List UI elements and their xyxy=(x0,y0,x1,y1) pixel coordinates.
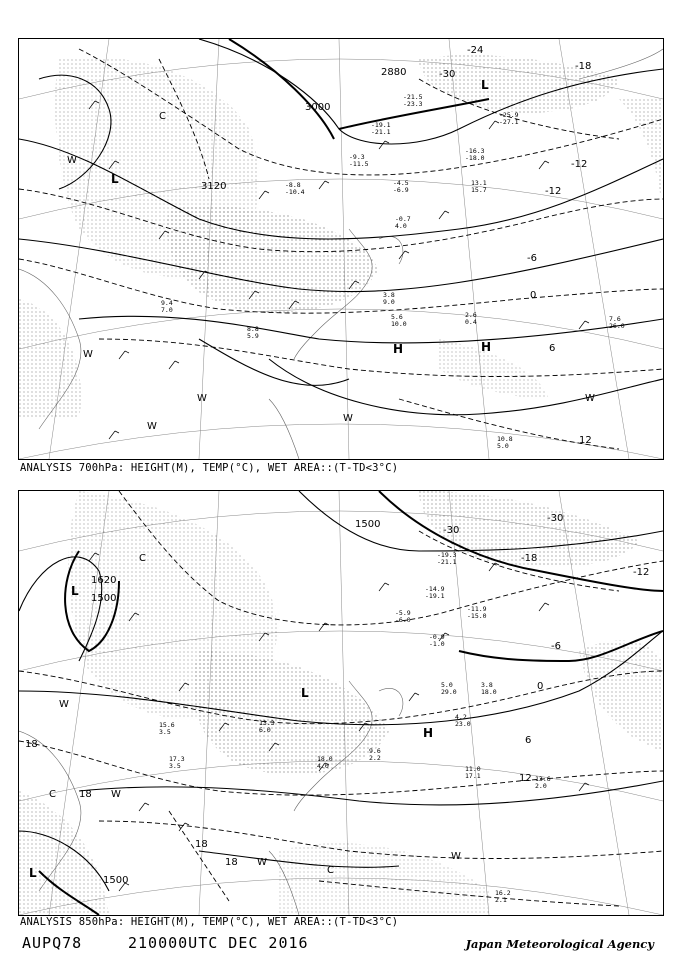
station-dewpoint: -27.1 xyxy=(499,118,519,126)
station-temp: 3.8 xyxy=(481,681,493,689)
warm-mark: W xyxy=(147,421,157,432)
station-temp: 15.6 xyxy=(159,721,175,729)
wet-area xyxy=(167,207,379,313)
station-temp: 16.2 xyxy=(495,889,511,897)
warm-mark: W xyxy=(111,789,121,800)
high-center: H xyxy=(481,340,492,354)
agency-credit: Japan Meteorological Agency xyxy=(465,937,654,951)
warm-mark: W xyxy=(197,393,207,404)
height-label: 2880 xyxy=(381,67,407,78)
station-dewpoint: 3.5 xyxy=(169,762,181,770)
station-temp: -16.3 xyxy=(465,147,485,155)
valid-time: 210000UTC DEC 2016 xyxy=(128,934,309,952)
high-center: H xyxy=(423,726,434,740)
warm-mark: W xyxy=(451,851,461,862)
station-dewpoint: 15.7 xyxy=(471,186,487,194)
map-700hpa xyxy=(19,39,663,459)
station-dewpoint: -6.9 xyxy=(393,186,409,194)
station-temp: -0.7 xyxy=(395,215,411,223)
temp-label: -24 xyxy=(467,45,484,56)
station-dewpoint: 26.0 xyxy=(609,322,625,330)
map-panel-700hpa xyxy=(18,38,664,460)
station-temp: 3.8 xyxy=(383,291,395,299)
chart-code: AUPQ78 xyxy=(22,934,83,952)
station-temp: -9.3 xyxy=(349,153,365,161)
wet-area xyxy=(619,99,663,219)
temp-label: 12 xyxy=(519,773,532,784)
station-temp: -25.9 xyxy=(499,111,519,119)
low-center: L xyxy=(111,172,119,186)
station-temp: 5.0 xyxy=(441,681,453,689)
temp-label: -12 xyxy=(571,159,588,170)
station-temp: 13.6 xyxy=(535,775,551,783)
station-dewpoint: 3.5 xyxy=(159,728,171,736)
height-label: 3120 xyxy=(201,181,227,192)
wet-area xyxy=(193,651,389,775)
temp-label: -30 xyxy=(443,525,460,536)
temp-label: -12 xyxy=(545,186,562,197)
warm-mark: W xyxy=(257,857,267,868)
warm-mark: W xyxy=(343,413,353,424)
station-temp: 17.3 xyxy=(169,755,185,763)
station-dewpoint: 5.9 xyxy=(247,332,259,340)
station-dewpoint: -6.0 xyxy=(395,616,411,624)
cold-mark: C xyxy=(49,789,56,800)
station-temp: 4.2 xyxy=(455,713,467,721)
temp-label: 18 xyxy=(79,789,92,800)
station-temp: 11.0 xyxy=(465,765,481,773)
cold-mark: C xyxy=(139,553,146,564)
wet-area xyxy=(439,339,549,399)
low-center: L xyxy=(481,78,489,92)
station-dewpoint: 2.0 xyxy=(535,782,547,790)
station-dewpoint: 29.0 xyxy=(441,688,457,696)
map-850hpa xyxy=(19,491,663,915)
temp-label: -18 xyxy=(521,553,538,564)
low-center: L xyxy=(71,584,79,598)
station-dewpoint: -15.0 xyxy=(467,612,487,620)
station-dewpoint: 6.0 xyxy=(259,726,271,734)
station-temp: 13.3 xyxy=(259,719,275,727)
station-dewpoint: 4.0 xyxy=(317,762,329,770)
station-dewpoint: -23.3 xyxy=(403,100,423,108)
map-panel-850hpa xyxy=(18,490,664,916)
station-dewpoint: 17.1 xyxy=(465,772,481,780)
station-dewpoint: -18.0 xyxy=(465,154,485,162)
station-dewpoint: -10.4 xyxy=(285,188,305,196)
height-label: 1620 xyxy=(91,575,117,586)
station-temp: -21.5 xyxy=(403,93,423,101)
station-dewpoint: 4.0 xyxy=(395,222,407,230)
station-temp: 5.6 xyxy=(391,313,403,321)
station-temp: 2.6 xyxy=(465,311,477,319)
station-dewpoint: -1.0 xyxy=(429,640,445,648)
temp-label: 12 xyxy=(579,435,592,446)
station-dewpoint: -21.1 xyxy=(371,128,391,136)
station-dewpoint: 0.4 xyxy=(465,318,477,326)
temp-label: -6 xyxy=(551,641,561,652)
low-center: L xyxy=(301,686,309,700)
station-temp: -5.9 xyxy=(395,609,411,617)
warm-mark: W xyxy=(83,349,93,360)
station-dewpoint: -19.1 xyxy=(425,592,445,600)
station-temp: 7.6 xyxy=(609,315,621,323)
station-temp: -19.3 xyxy=(437,551,457,559)
station-dewpoint: 9.0 xyxy=(383,298,395,306)
station-temp: 8.8 xyxy=(247,325,259,333)
warm-mark: W xyxy=(67,155,77,166)
temp-label: -6 xyxy=(527,253,537,264)
station-temp: 10.8 xyxy=(497,435,513,443)
temp-label: 6 xyxy=(549,343,556,354)
station-dewpoint: -11.5 xyxy=(349,160,369,168)
station-temp: 9.6 xyxy=(369,747,381,755)
height-label: 3000 xyxy=(305,102,331,113)
temp-label: -30 xyxy=(439,69,456,80)
temp-label: -12 xyxy=(633,567,650,578)
temp-label: 18 xyxy=(25,739,38,750)
station-dewpoint: 7.0 xyxy=(161,306,173,314)
warm-mark: W xyxy=(585,393,595,404)
cold-mark: C xyxy=(327,865,334,876)
panel-caption-850hpa: ANALYSIS 850hPa: HEIGHT(M), TEMP(°C), WET AREA::(T-TD<3°C) xyxy=(20,916,399,928)
high-center: H xyxy=(393,342,404,356)
station-dewpoint: 2.1 xyxy=(495,896,507,904)
station-dewpoint: 2.2 xyxy=(369,754,381,762)
station-dewpoint: 23.0 xyxy=(455,720,471,728)
temp-label: 18 xyxy=(195,839,208,850)
station-temp: -19.1 xyxy=(371,121,391,129)
height-label: 1500 xyxy=(355,519,381,530)
cold-mark: C xyxy=(159,111,166,122)
station-dewpoint: 18.0 xyxy=(481,688,497,696)
station-temp: 13.1 xyxy=(471,179,487,187)
temp-label: 6 xyxy=(525,735,532,746)
warm-mark: W xyxy=(59,699,69,710)
station-dewpoint: 10.0 xyxy=(391,320,407,328)
height-label: 1500 xyxy=(103,875,129,886)
temp-label: 18 xyxy=(225,857,238,868)
station-dewpoint: -21.1 xyxy=(437,558,457,566)
low-center: L xyxy=(29,866,37,880)
panel-caption-700hpa: ANALYSIS 700hPa: HEIGHT(M), TEMP(°C), WET AREA::(T-TD<3°C) xyxy=(20,462,399,474)
station-dewpoint: 5.0 xyxy=(497,442,509,450)
temp-label: -30 xyxy=(547,513,564,524)
station-temp: -0.9 xyxy=(429,633,445,641)
temp-label: 0 xyxy=(530,290,537,301)
station-temp: -14.9 xyxy=(425,585,445,593)
temp-label: -18 xyxy=(575,61,592,72)
station-temp: -8.8 xyxy=(285,181,301,189)
station-temp: -11.9 xyxy=(467,605,487,613)
temp-label: 0 xyxy=(537,681,544,692)
station-temp: -4.5 xyxy=(393,179,409,187)
station-temp: 18.0 xyxy=(317,755,333,763)
height-label: 1500 xyxy=(91,593,117,604)
station-temp: 9.4 xyxy=(161,299,173,307)
wet-area xyxy=(19,299,81,419)
